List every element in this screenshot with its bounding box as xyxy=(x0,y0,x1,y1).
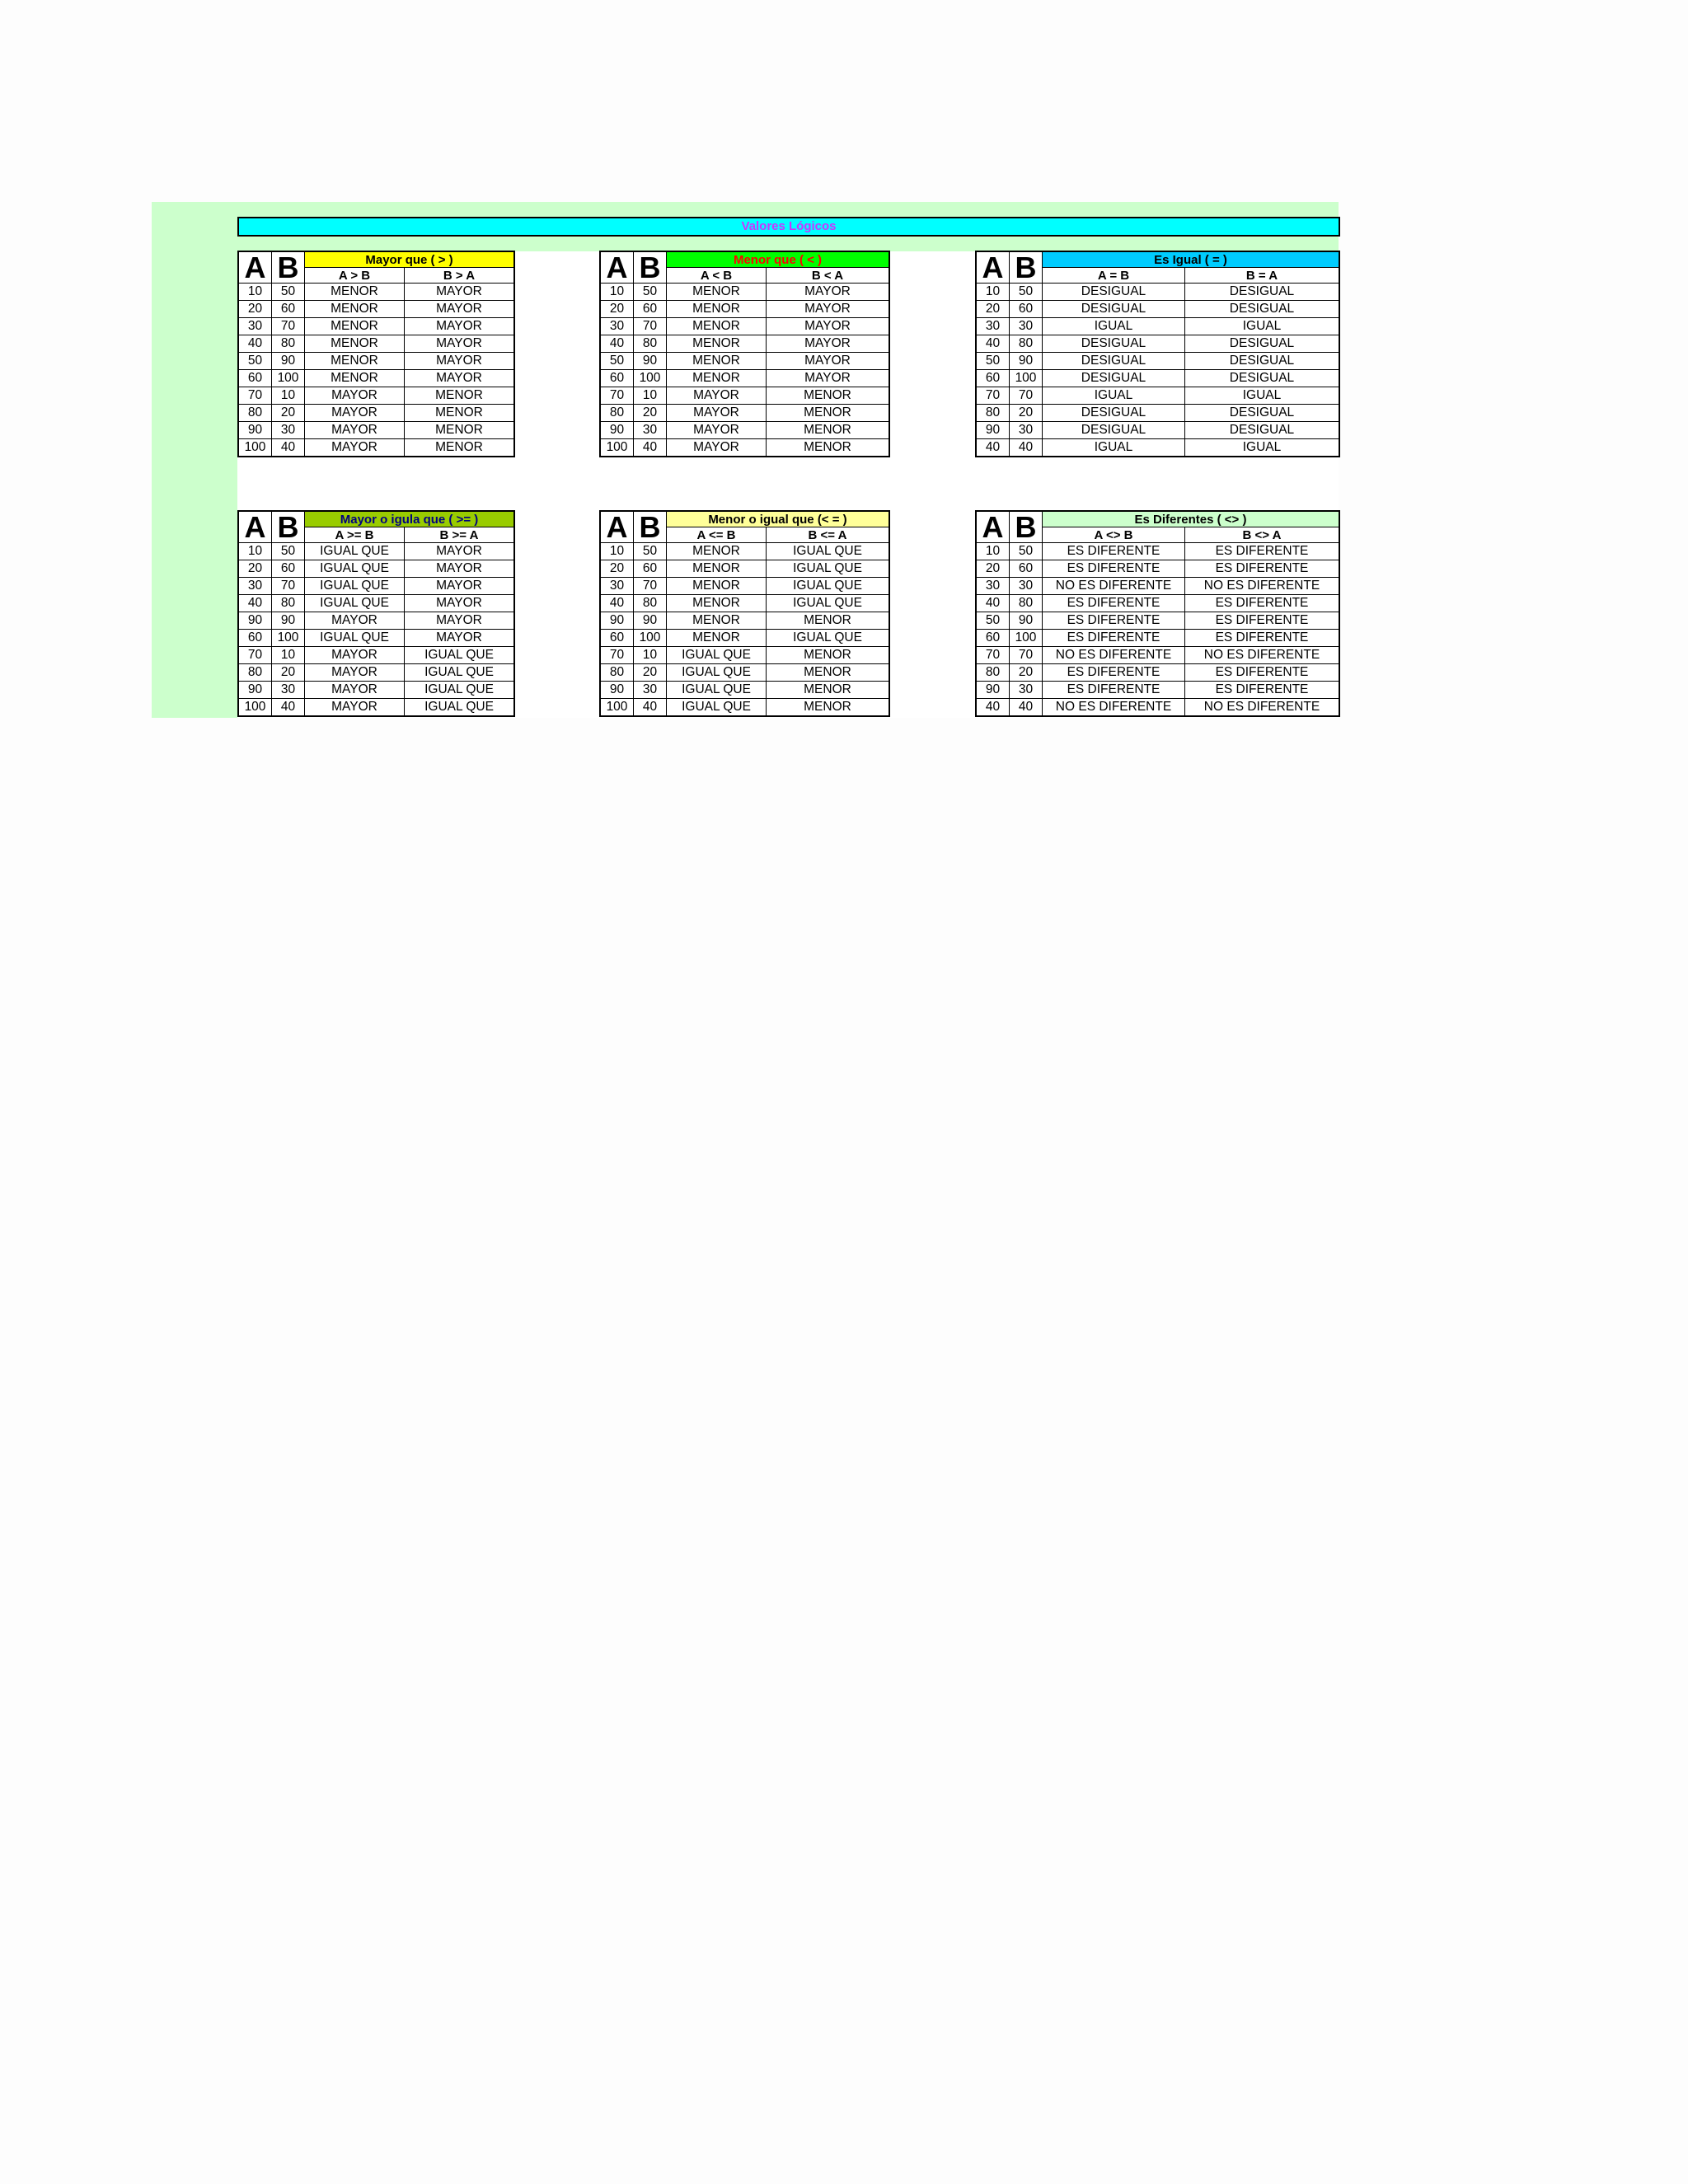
cell-b: 40 xyxy=(1010,699,1042,715)
cell-a: 90 xyxy=(239,682,271,698)
cell-result-2: ES DIFERENTE xyxy=(1185,612,1339,629)
cell-result-1: IGUAL xyxy=(1043,318,1184,335)
cell-b: 30 xyxy=(1010,422,1042,438)
cell-b: 30 xyxy=(634,682,666,698)
cell-b: 100 xyxy=(272,630,304,646)
cell-result-2: MAYOR xyxy=(405,595,513,612)
sub-header-1: A <= B xyxy=(667,527,766,542)
table-es-diferente xyxy=(975,510,1340,717)
cell-result-2: MENOR xyxy=(767,405,889,421)
cell-a: 40 xyxy=(601,335,633,352)
cell-a: 10 xyxy=(601,284,633,300)
cell-a: 50 xyxy=(239,353,271,369)
cell-result-2: MAYOR xyxy=(405,353,513,369)
cell-result-2: IGUAL xyxy=(1185,387,1339,404)
table-title: Menor o igual que (< = ) xyxy=(667,512,889,527)
cell-result-1: DESIGUAL xyxy=(1043,422,1184,438)
cell-result-1: MENOR xyxy=(667,335,766,352)
column-header-a: A xyxy=(601,252,633,283)
cell-result-1: MAYOR xyxy=(305,422,404,438)
cell-result-1: IGUAL QUE xyxy=(305,630,404,646)
table-title: Menor que ( < ) xyxy=(667,252,889,267)
cell-b: 60 xyxy=(634,301,666,317)
cell-a: 20 xyxy=(977,560,1009,577)
cell-b: 10 xyxy=(634,387,666,404)
cell-b: 70 xyxy=(1010,647,1042,663)
cell-a: 10 xyxy=(977,543,1009,560)
cell-a: 10 xyxy=(601,543,633,560)
cell-b: 100 xyxy=(272,370,304,387)
cell-result-1: MENOR xyxy=(305,353,404,369)
table-title: Es Igual ( = ) xyxy=(1043,252,1339,267)
cell-result-2: ES DIFERENTE xyxy=(1185,560,1339,577)
cell-b: 80 xyxy=(1010,335,1042,352)
cell-result-1: MAYOR xyxy=(305,699,404,715)
column-header-b: B xyxy=(634,252,666,283)
cell-b: 20 xyxy=(634,664,666,681)
cell-result-2: MAYOR xyxy=(405,284,513,300)
sub-header-2: B < A xyxy=(767,268,889,283)
cell-b: 60 xyxy=(272,301,304,317)
cell-result-2: ES DIFERENTE xyxy=(1185,595,1339,612)
sub-header-2: B >= A xyxy=(405,527,513,542)
cell-result-2: MENOR xyxy=(405,422,513,438)
cell-a: 90 xyxy=(977,422,1009,438)
cell-result-1: ES DIFERENTE xyxy=(1043,612,1184,629)
cell-result-2: DESIGUAL xyxy=(1185,284,1339,300)
cell-result-1: NO ES DIFERENTE xyxy=(1043,578,1184,594)
column-header-b: B xyxy=(272,252,304,283)
cell-result-1: MAYOR xyxy=(305,405,404,421)
cell-b: 30 xyxy=(272,422,304,438)
cell-result-1: MENOR xyxy=(305,335,404,352)
cell-a: 90 xyxy=(601,612,633,629)
cell-result-2: MENOR xyxy=(767,422,889,438)
cell-result-1: MENOR xyxy=(667,543,766,560)
cell-a: 70 xyxy=(239,647,271,663)
cell-b: 50 xyxy=(272,543,304,560)
cell-b: 30 xyxy=(1010,318,1042,335)
cell-b: 70 xyxy=(1010,387,1042,404)
cell-result-1: MAYOR xyxy=(667,422,766,438)
cell-result-2: MENOR xyxy=(767,647,889,663)
cell-result-2: MENOR xyxy=(767,664,889,681)
cell-result-2: MAYOR xyxy=(767,318,889,335)
table-title: Mayor que ( > ) xyxy=(305,252,513,267)
cell-b: 20 xyxy=(272,405,304,421)
column-header-a: A xyxy=(977,252,1009,283)
cell-result-2: MENOR xyxy=(767,699,889,715)
cell-result-2: MENOR xyxy=(405,387,513,404)
sub-header-2: B <= A xyxy=(767,527,889,542)
cell-a: 30 xyxy=(239,318,271,335)
cell-a: 80 xyxy=(601,405,633,421)
cell-b: 80 xyxy=(634,335,666,352)
table-menor-que xyxy=(599,251,890,457)
cell-b: 30 xyxy=(1010,578,1042,594)
cell-result-1: DESIGUAL xyxy=(1043,370,1184,387)
cell-result-2: MAYOR xyxy=(405,630,513,646)
cell-a: 100 xyxy=(239,439,271,456)
cell-result-1: MENOR xyxy=(305,370,404,387)
cell-result-1: DESIGUAL xyxy=(1043,353,1184,369)
cell-result-2: IGUAL QUE xyxy=(405,699,513,715)
cell-result-2: DESIGUAL xyxy=(1185,370,1339,387)
cell-result-2: MAYOR xyxy=(405,578,513,594)
cell-a: 30 xyxy=(601,318,633,335)
cell-result-1: MAYOR xyxy=(305,439,404,456)
cell-result-2: MAYOR xyxy=(767,335,889,352)
cell-result-2: IGUAL xyxy=(1185,318,1339,335)
cell-result-1: MENOR xyxy=(305,318,404,335)
cell-result-1: MAYOR xyxy=(305,682,404,698)
cell-result-1: ES DIFERENTE xyxy=(1043,595,1184,612)
column-header-a: A xyxy=(977,512,1009,542)
cell-result-2: IGUAL QUE xyxy=(405,682,513,698)
cell-b: 60 xyxy=(1010,560,1042,577)
cell-b: 60 xyxy=(634,560,666,577)
cell-result-2: DESIGUAL xyxy=(1185,405,1339,421)
cell-a: 80 xyxy=(977,405,1009,421)
cell-a: 50 xyxy=(601,353,633,369)
cell-result-2: ES DIFERENTE xyxy=(1185,664,1339,681)
cell-a: 60 xyxy=(601,630,633,646)
cell-result-1: MAYOR xyxy=(305,664,404,681)
cell-result-1: ES DIFERENTE xyxy=(1043,682,1184,698)
cell-result-1: MENOR xyxy=(667,301,766,317)
cell-b: 50 xyxy=(272,284,304,300)
sub-header-2: B <> A xyxy=(1185,527,1339,542)
cell-a: 60 xyxy=(239,630,271,646)
cell-a: 90 xyxy=(239,612,271,629)
cell-result-2: ES DIFERENTE xyxy=(1185,682,1339,698)
cell-result-2: DESIGUAL xyxy=(1185,335,1339,352)
cell-result-2: ES DIFERENTE xyxy=(1185,630,1339,646)
cell-b: 50 xyxy=(1010,284,1042,300)
cell-result-1: MENOR xyxy=(667,595,766,612)
cell-result-2: IGUAL QUE xyxy=(767,630,889,646)
cell-a: 10 xyxy=(977,284,1009,300)
cell-result-1: NO ES DIFERENTE xyxy=(1043,699,1184,715)
cell-result-1: DESIGUAL xyxy=(1043,301,1184,317)
column-header-a: A xyxy=(239,512,271,542)
cell-result-2: DESIGUAL xyxy=(1185,301,1339,317)
cell-result-2: MAYOR xyxy=(405,560,513,577)
cell-result-1: IGUAL xyxy=(1043,387,1184,404)
cell-result-1: MAYOR xyxy=(667,439,766,456)
cell-result-2: DESIGUAL xyxy=(1185,353,1339,369)
cell-result-2: IGUAL QUE xyxy=(767,595,889,612)
spreadsheet-area xyxy=(152,202,1339,718)
cell-a: 30 xyxy=(977,578,1009,594)
cell-result-2: MAYOR xyxy=(405,612,513,629)
cell-result-1: DESIGUAL xyxy=(1043,405,1184,421)
cell-a: 40 xyxy=(977,699,1009,715)
main-title: Valores Lógicos xyxy=(237,217,1340,237)
cell-a: 100 xyxy=(601,439,633,456)
cell-b: 10 xyxy=(272,387,304,404)
table-mayor-que xyxy=(237,251,515,457)
cell-result-2: MENOR xyxy=(405,439,513,456)
cell-a: 90 xyxy=(239,422,271,438)
sub-header-1: A > B xyxy=(305,268,404,283)
cell-a: 20 xyxy=(977,301,1009,317)
cell-b: 90 xyxy=(272,353,304,369)
cell-result-1: MENOR xyxy=(667,370,766,387)
cell-b: 70 xyxy=(634,318,666,335)
cell-a: 60 xyxy=(239,370,271,387)
sub-header-1: A = B xyxy=(1043,268,1184,283)
cell-a: 70 xyxy=(977,647,1009,663)
cell-result-1: MENOR xyxy=(667,353,766,369)
column-header-b: B xyxy=(634,512,666,542)
cell-a: 30 xyxy=(239,578,271,594)
cell-result-1: ES DIFERENTE xyxy=(1043,630,1184,646)
cell-b: 70 xyxy=(634,578,666,594)
column-header-a: A xyxy=(601,512,633,542)
cell-a: 100 xyxy=(601,699,633,715)
cell-b: 80 xyxy=(1010,595,1042,612)
cell-b: 50 xyxy=(634,284,666,300)
table-es-igual xyxy=(975,251,1340,457)
cell-result-1: MENOR xyxy=(667,612,766,629)
cell-result-1: ES DIFERENTE xyxy=(1043,664,1184,681)
cell-b: 100 xyxy=(634,370,666,387)
cell-b: 20 xyxy=(1010,664,1042,681)
cell-a: 60 xyxy=(601,370,633,387)
cell-result-2: NO ES DIFERENTE xyxy=(1185,578,1339,594)
cell-a: 40 xyxy=(977,439,1009,456)
cell-a: 40 xyxy=(601,595,633,612)
cell-result-1: MAYOR xyxy=(667,387,766,404)
cell-result-1: DESIGUAL xyxy=(1043,335,1184,352)
cell-result-2: IGUAL xyxy=(1185,439,1339,456)
cell-result-2: MAYOR xyxy=(767,370,889,387)
cell-a: 30 xyxy=(601,578,633,594)
cell-a: 60 xyxy=(977,630,1009,646)
cell-result-1: ES DIFERENTE xyxy=(1043,543,1184,560)
cell-b: 40 xyxy=(634,699,666,715)
table-title: Es Diferentes ( <> ) xyxy=(1043,512,1339,527)
cell-a: 40 xyxy=(239,335,271,352)
cell-a: 90 xyxy=(601,422,633,438)
cell-b: 20 xyxy=(272,664,304,681)
cell-result-2: MAYOR xyxy=(405,370,513,387)
cell-result-1: MENOR xyxy=(667,560,766,577)
cell-b: 70 xyxy=(272,318,304,335)
cell-b: 40 xyxy=(1010,439,1042,456)
cell-a: 60 xyxy=(977,370,1009,387)
cell-result-2: IGUAL QUE xyxy=(405,664,513,681)
cell-result-2: IGUAL QUE xyxy=(767,560,889,577)
cell-result-1: IGUAL QUE xyxy=(305,595,404,612)
cell-result-2: MAYOR xyxy=(405,543,513,560)
cell-result-1: IGUAL xyxy=(1043,439,1184,456)
table-mayor-o-igual xyxy=(237,510,515,717)
cell-result-2: MENOR xyxy=(767,387,889,404)
cell-b: 100 xyxy=(634,630,666,646)
cell-result-1: MENOR xyxy=(667,630,766,646)
cell-b: 60 xyxy=(1010,301,1042,317)
cell-result-1: MAYOR xyxy=(305,647,404,663)
cell-result-1: MAYOR xyxy=(305,612,404,629)
cell-result-2: MAYOR xyxy=(405,335,513,352)
cell-b: 40 xyxy=(634,439,666,456)
cell-result-1: IGUAL QUE xyxy=(305,578,404,594)
cell-result-1: IGUAL QUE xyxy=(667,647,766,663)
cell-a: 70 xyxy=(601,647,633,663)
cell-result-2: IGUAL QUE xyxy=(767,543,889,560)
cell-a: 40 xyxy=(977,595,1009,612)
cell-b: 30 xyxy=(272,682,304,698)
cell-result-1: MENOR xyxy=(305,284,404,300)
cell-b: 100 xyxy=(1010,630,1042,646)
cell-b: 80 xyxy=(272,335,304,352)
sub-header-2: B = A xyxy=(1185,268,1339,283)
cell-b: 50 xyxy=(634,543,666,560)
cell-b: 30 xyxy=(1010,682,1042,698)
cell-result-2: MAYOR xyxy=(767,301,889,317)
cell-result-2: MAYOR xyxy=(405,318,513,335)
cell-a: 20 xyxy=(239,560,271,577)
sub-header-1: A <> B xyxy=(1043,527,1184,542)
cell-b: 90 xyxy=(272,612,304,629)
cell-b: 20 xyxy=(1010,405,1042,421)
cell-result-2: MENOR xyxy=(767,612,889,629)
cell-result-1: MAYOR xyxy=(667,405,766,421)
cell-result-1: IGUAL QUE xyxy=(667,699,766,715)
cell-result-2: MENOR xyxy=(767,682,889,698)
cell-result-2: IGUAL QUE xyxy=(767,578,889,594)
cell-result-1: IGUAL QUE xyxy=(667,664,766,681)
cell-result-2: DESIGUAL xyxy=(1185,422,1339,438)
cell-a: 50 xyxy=(977,353,1009,369)
cell-a: 10 xyxy=(239,284,271,300)
sub-header-1: A < B xyxy=(667,268,766,283)
cell-b: 30 xyxy=(634,422,666,438)
cell-result-1: IGUAL QUE xyxy=(305,543,404,560)
cell-b: 80 xyxy=(634,595,666,612)
cell-b: 90 xyxy=(1010,353,1042,369)
cell-result-2: MAYOR xyxy=(767,284,889,300)
cell-b: 70 xyxy=(272,578,304,594)
cell-result-2: MENOR xyxy=(405,405,513,421)
table-title: Mayor o igula que ( >= ) xyxy=(305,512,513,527)
cell-b: 50 xyxy=(1010,543,1042,560)
cell-b: 90 xyxy=(1010,612,1042,629)
cell-b: 40 xyxy=(272,699,304,715)
cell-result-1: NO ES DIFERENTE xyxy=(1043,647,1184,663)
cell-b: 90 xyxy=(634,612,666,629)
cell-result-2: IGUAL QUE xyxy=(405,647,513,663)
cell-result-2: MAYOR xyxy=(767,353,889,369)
cell-a: 20 xyxy=(239,301,271,317)
cell-result-2: ES DIFERENTE xyxy=(1185,543,1339,560)
cell-a: 40 xyxy=(977,335,1009,352)
cell-b: 60 xyxy=(272,560,304,577)
cell-a: 20 xyxy=(601,560,633,577)
sub-header-2: B > A xyxy=(405,268,513,283)
sub-header-1: A >= B xyxy=(305,527,404,542)
cell-b: 90 xyxy=(634,353,666,369)
cell-a: 40 xyxy=(239,595,271,612)
cell-result-1: MENOR xyxy=(667,284,766,300)
cell-b: 40 xyxy=(272,439,304,456)
cell-a: 90 xyxy=(601,682,633,698)
cell-a: 30 xyxy=(977,318,1009,335)
cell-result-1: DESIGUAL xyxy=(1043,284,1184,300)
table-menor-o-igual xyxy=(599,510,890,717)
cell-result-1: IGUAL QUE xyxy=(667,682,766,698)
cell-a: 80 xyxy=(239,405,271,421)
column-header-b: B xyxy=(1010,252,1042,283)
cell-result-1: MAYOR xyxy=(305,387,404,404)
cell-result-1: IGUAL QUE xyxy=(305,560,404,577)
cell-a: 50 xyxy=(977,612,1009,629)
cell-a: 70 xyxy=(977,387,1009,404)
cell-result-1: ES DIFERENTE xyxy=(1043,560,1184,577)
cell-result-1: MENOR xyxy=(305,301,404,317)
cell-a: 80 xyxy=(601,664,633,681)
cell-result-2: NO ES DIFERENTE xyxy=(1185,699,1339,715)
cell-a: 100 xyxy=(239,699,271,715)
cell-result-2: NO ES DIFERENTE xyxy=(1185,647,1339,663)
cell-b: 20 xyxy=(634,405,666,421)
cell-b: 80 xyxy=(272,595,304,612)
column-header-b: B xyxy=(1010,512,1042,542)
cell-a: 90 xyxy=(977,682,1009,698)
cell-result-2: MENOR xyxy=(767,439,889,456)
cell-b: 10 xyxy=(272,647,304,663)
cell-result-1: MENOR xyxy=(667,578,766,594)
cell-a: 80 xyxy=(239,664,271,681)
cell-a: 20 xyxy=(601,301,633,317)
cell-a: 80 xyxy=(977,664,1009,681)
cell-result-1: MENOR xyxy=(667,318,766,335)
cell-b: 100 xyxy=(1010,370,1042,387)
column-header-b: B xyxy=(272,512,304,542)
cell-a: 10 xyxy=(239,543,271,560)
column-header-a: A xyxy=(239,252,271,283)
cell-result-2: MAYOR xyxy=(405,301,513,317)
cell-a: 70 xyxy=(601,387,633,404)
cell-b: 10 xyxy=(634,647,666,663)
cell-a: 70 xyxy=(239,387,271,404)
